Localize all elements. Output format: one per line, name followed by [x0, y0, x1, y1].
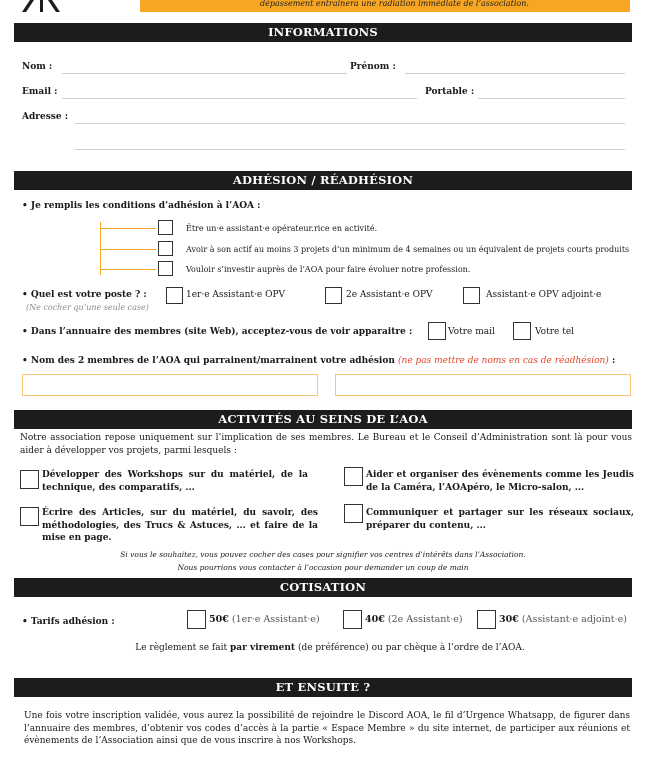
email-label: Email :	[22, 87, 58, 97]
nom-label: Nom :	[22, 62, 53, 72]
parrains-text: • Nom des 2 membres de l’AOA qui parrainent/marrainent votre adhésion	[22, 356, 395, 366]
header-notice: dépassement entrainera une radiation immédiate de l’association.	[260, 0, 529, 8]
condition-text: Avoir à son actif au moins 3 projets d’un minimum de 4 semaines ou un équivalent de projets courts produits	[186, 245, 630, 254]
annuaire-label: • Dans l’annuaire des membres (site Web), acceptez-vous de voir apparaitre :	[22, 327, 413, 337]
email-field[interactable]	[62, 98, 417, 99]
reglement-bold: par virement	[230, 643, 296, 653]
conditions-label: • Je remplis les conditions d’adhésion à l’AOA :	[22, 201, 261, 211]
poste-checkbox-adjoint[interactable]	[463, 287, 480, 304]
header-strip	[0, 0, 660, 14]
tarif-checkbox-50[interactable]	[187, 610, 206, 629]
portable-label: Portable :	[425, 87, 475, 97]
activites-intro: Notre association repose uniquement sur l’implication de ses membres. Le Bureau et le Conseil d’Administration sont là pour vous aider à développer vos projets, parmi lesquels :	[20, 433, 632, 456]
reglement-text	[0, 643, 660, 653]
adresse-label: Adresse :	[22, 112, 69, 122]
tarif-option	[365, 614, 463, 625]
parrain-1-input[interactable]	[22, 374, 318, 396]
condition-checkbox[interactable]	[158, 220, 173, 235]
reglement-post: (de préférence) ou par chèque à l’ordre de l’AOA.	[297, 643, 525, 653]
tarifs-label: • Tarifs adhésion :	[22, 617, 115, 627]
portable-field[interactable]	[478, 98, 625, 99]
section-title-informations: INFORMATIONS	[14, 23, 632, 42]
activite-articles: Écrire des Articles, sur du matériel, du savoir, des méthodologies, des Trucs & Astuces, ... et faire de la mise en page.	[42, 508, 318, 543]
section-title-cotisation: COTISATION	[14, 578, 632, 597]
poste-option: 2e Assistant·e OPV	[346, 290, 433, 300]
poste-label: • Quel est votre poste ? :	[22, 290, 147, 300]
condition-checkbox[interactable]	[158, 261, 173, 276]
condition-text: Être un·e assistant·e opérateur.rice en activité.	[186, 224, 378, 233]
tarif-price: 40€	[365, 614, 385, 625]
section-title-ensuite: ET ENSUITE ?	[14, 678, 632, 697]
poste-checkbox-2e[interactable]	[325, 287, 342, 304]
tarif-option	[499, 614, 627, 625]
tarif-desc: (1er·e Assistant·e)	[231, 614, 320, 625]
condition-checkbox[interactable]	[158, 241, 173, 256]
activites-note-2: Nous pourrions vous contacter à l’occasion pour demander un coup de main	[177, 563, 469, 572]
nom-field[interactable]	[62, 73, 347, 74]
parrains-label	[22, 356, 615, 366]
parrain-2-input[interactable]	[335, 374, 631, 396]
activites-note-1: Si vous le souhaitez, vous pouvez cocher des cases pour signifier vos centres d’intérêts dans l’Association.	[120, 550, 526, 559]
bracket-line	[100, 269, 156, 270]
section-title-adhesion: ADHÉSION / RÉADHÉSION	[14, 171, 632, 190]
tarif-desc: (Assistant·e adjoint·e)	[521, 614, 627, 625]
tarif-price: 50€	[209, 614, 229, 625]
parrains-colon: :	[611, 356, 616, 366]
tarif-price: 30€	[499, 614, 519, 625]
tarif-option	[209, 614, 320, 625]
annuaire-checkbox-mail[interactable]	[428, 322, 446, 340]
activite-evenements: Aider et organiser des évènements comme les Jeudis de la Caméra, l’AOApéro, le Micro-salon, ...	[366, 470, 634, 493]
activite-checkbox-reseaux[interactable]	[344, 504, 363, 523]
prenom-label: Prénom :	[350, 62, 396, 72]
adresse-field-line2[interactable]	[75, 149, 625, 150]
activite-checkbox-articles[interactable]	[20, 507, 39, 526]
activite-checkbox-workshops[interactable]	[20, 470, 39, 489]
poste-checkbox-1er[interactable]	[166, 287, 183, 304]
activite-checkbox-evenements[interactable]	[344, 467, 363, 486]
bracket-line	[100, 249, 156, 250]
annuaire-checkbox-tel[interactable]	[513, 322, 531, 340]
annuaire-option: Votre mail	[448, 327, 495, 337]
bracket-line	[100, 228, 156, 229]
prenom-field[interactable]	[405, 73, 625, 74]
activite-workshops: Développer des Workshops sur du matériel, de la technique, des comparatifs, ...	[42, 470, 308, 493]
aoa-logo-icon	[0, 0, 140, 12]
annuaire-option: Votre tel	[535, 327, 575, 337]
reglement-pre: Le règlement se fait	[135, 643, 228, 653]
activite-reseaux: Communiquer et partager sur les réseaux sociaux, préparer du contenu, ...	[366, 508, 634, 531]
condition-text: Vouloir s’investir auprès de l’AOA pour faire évoluer notre profession.	[186, 265, 471, 274]
adresse-field-line1[interactable]	[75, 123, 625, 124]
poste-option: Assistant·e OPV adjoint·e	[486, 290, 602, 300]
tarif-checkbox-40[interactable]	[343, 610, 362, 629]
parrains-note: (ne pas mettre de noms en cas de réadhésion)	[398, 356, 609, 366]
tarif-checkbox-30[interactable]	[477, 610, 496, 629]
section-title-activites: ACTIVITÉS AU SEINS DE L’AOA	[14, 410, 632, 429]
ensuite-text: Une fois votre inscription validée, vous aurez la possibilité de rejoindre le Discord AOA, le fil d’Urgence Whatsapp, de figurer dans l’annuaire des membres, d’obtenir vos codes d’accès à la partie « Espace Membre » du site internet, de participer aux réunions et évènements de l’Association ainsi que de vous inscrire à nos Workshops.	[24, 711, 630, 746]
poste-option: 1er·e Assistant·e OPV	[186, 290, 286, 300]
poste-hint: (Ne cocher qu’une seule case)	[26, 303, 149, 312]
tarif-desc: (2e Assistant·e)	[387, 614, 463, 625]
